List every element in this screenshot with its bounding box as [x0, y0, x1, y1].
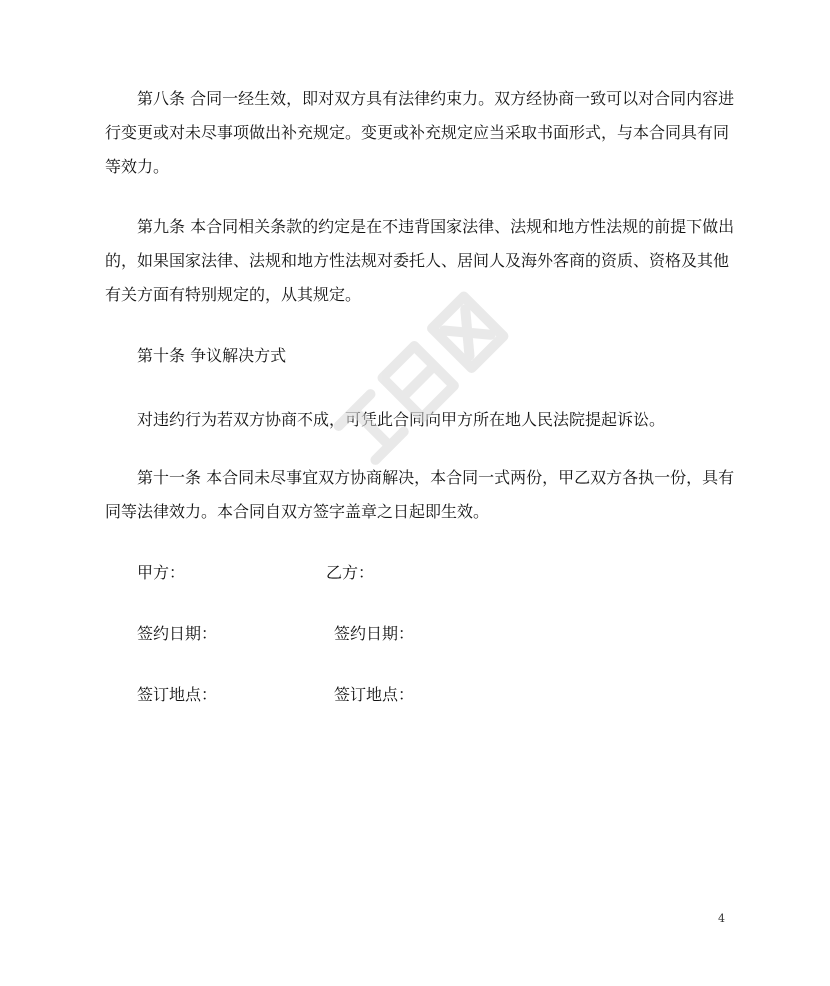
article-11-line-2: 同等法律效力。本合同自双方签字盖章之日起即生效。 [105, 502, 490, 521]
article-8-line-3: 等效力。 [105, 157, 170, 176]
place-b-label: 签订地点： [334, 685, 415, 704]
article-11 [105, 461, 735, 529]
article-11-line-1: 第十一条 本合同未尽事宜双方协商解决，本合同一式两份，甲乙双方各执一份，具有 [137, 468, 735, 487]
article-10-body [105, 403, 730, 437]
article-9-line-2: 的，如果国家法律、法规和地方性法规对委托人、居间人及海外客商的资质、资格及其他 [105, 251, 730, 270]
page-number: 4 [718, 912, 725, 925]
date-a-label: 签约日期： [137, 624, 218, 643]
article-10-heading [105, 339, 730, 373]
date-b-label: 签约日期： [334, 624, 415, 643]
place-a-label: 签订地点： [137, 685, 218, 704]
party-a-label: 甲方： [137, 563, 186, 582]
party-b-label: 乙方： [326, 563, 375, 582]
article-8-line-1: 第八条 合同一经生效，即对双方具有法律约束力。双方经协商一致可以对合同内容进 [137, 89, 735, 108]
article-8-line-2: 行变更或对未尽事项做出补充规定。变更或补充规定应当采取书面形式，与本合同具有同 [105, 123, 730, 142]
article-10-body-text: 对违约行为若双方协商不成，可凭此合同向甲方所在地人民法院提起诉讼。 [137, 410, 666, 429]
article-9 [105, 210, 735, 312]
article-8 [105, 82, 735, 184]
article-9-line-1: 第九条 本合同相关条款的约定是在不违背国家法律、法规和地方性法规的前提下做出 [137, 217, 735, 236]
article-9-line-3: 有关方面有特别规定的，从其规定。 [105, 285, 362, 304]
article-10-heading-text: 第十条 争议解决方式 [137, 346, 287, 365]
